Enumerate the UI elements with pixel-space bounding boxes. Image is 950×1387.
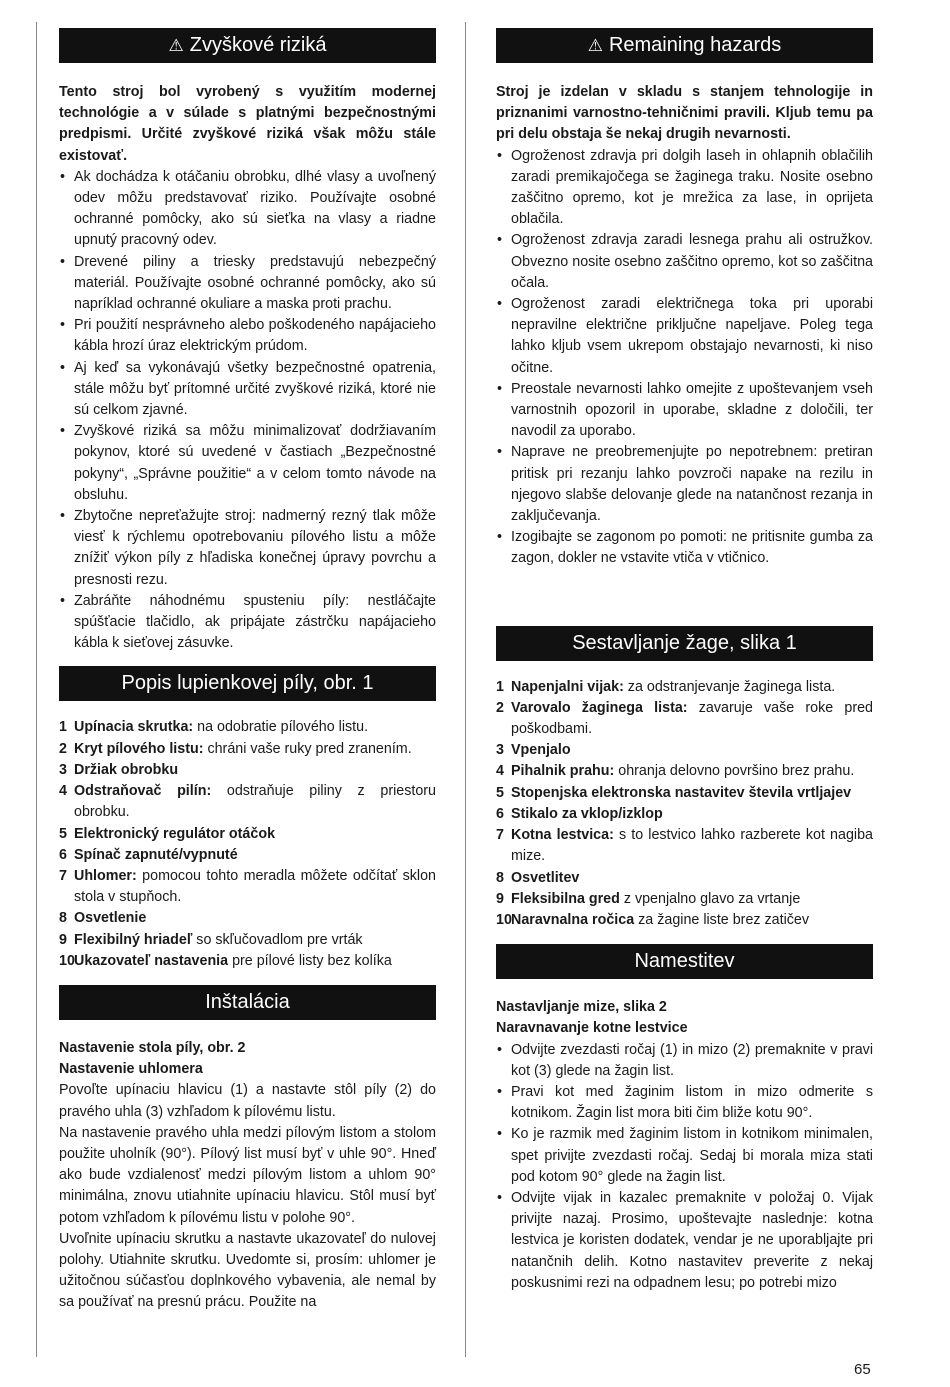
list-item: • Ogroženost zdravja zaradi lesnega prahu ali ostružkov. Obvezno nosite osebno zaščitno opremo, kot so zaščitna očala. [497,232,873,291]
section-title: Remaining hazards [608,34,782,56]
subheading: Nastavenie stola píly, obr. 2 [59,1039,246,1056]
list-item: • Odvijte zvezdasti ročaj (1) in mizo (2) premaknite v pravi kot (3) glede na žagin list. [497,1041,873,1079]
section-header-install-sl [496,944,873,979]
left-margin-rule [36,22,37,1357]
list-item: • Ogroženost zaradi električnega toka pri uporabi nepravilne električne priključne napeljave. Poleg tega lahko kljub vsem ukrepom obstajajo nevarnosti, ki niso očitne. [497,296,873,376]
page-number: 65 [854,1361,871,1378]
section-title: Namestitev [634,950,735,973]
center-divider [465,22,466,1357]
list-item: • Odvijte vijak in kazalec premaknite v položaj 0. Vijak privijte nazaj. Prosimo, upoštevajte naslednje: kotna lestvica je koristen dodatek, vendar je ne uporabljajte pri natančnih delih. Kotno nastavitev preverite z nekaj poskusnimi rezi na odpadnem lesu; po potrebi mizo [497,1189,873,1291]
section-title: Zvyškové riziká [189,34,327,56]
list-item: • Pravi kot med žaginim listom in mizo odmerite s kotnikom. Žagin list mora biti čim bliže kotu 90°. [497,1083,873,1122]
list-item: • Aj keď sa vykonávajú všetky bezpečnostné opatrenia, stále môžu byť prítomné určité zvyškové riziká, ktoré nie sú celkom zjavné. [60,359,436,419]
list-item: 4 Odstraňovač pilín: odstraňuje piliny z priestoru obrobku. [59,783,436,821]
list-item: 3 Držiak obrobku [59,761,179,778]
section-title: Popis lupienkovej píly, obr. 1 [121,672,374,695]
list-item: 2 Varovalo žaginega lista: zavaruje vaše roke pred poškodbami. [496,699,873,738]
section-header-risks-sl [496,28,873,63]
list-item: • Pri použití nesprávneho alebo poškodeného napájacieho kábla hrozí úraz elektrickým prúdom. [60,317,436,355]
subheading: Nastavljanje mize, slika 2 [496,999,667,1016]
paragraph: Uvoľnite upínaciu skrutku a nastavte ukazovateľ do nulovej polohy. Utiahnite skrutku. Uvedomte si, prosím: uhlomer je užitočnou súčasťou doplnkového vybavenia, ale nemal by sa používať na presnú prácu. Použite na [59,1230,436,1311]
list-item: 9 Flexibilný hriadeľ so skľučovadlom pre vrták [59,931,363,948]
list-item: 8 Osvetlitev [496,869,580,886]
list-item: 5 Stopenjska elektronska nastavitev števila vrtljajev [496,784,852,801]
section-title: Inštalácia [205,990,290,1013]
section-header-description-sl [496,626,873,661]
list-item: 1 Napenjalni vijak: za odstranjevanje žaginega lista. [496,678,836,695]
list-item: • Izogibajte se zagonom po pomoti: ne pritisnite gumba za zagon, dokler ne vstavite vtiča v vtičnico. [497,529,873,567]
list-item: 5 Elektronický regulátor otáčok [59,825,276,842]
warning-triangle-icon: ⚠ [168,36,184,55]
parts-list [496,677,873,931]
list-item: 7 Uhlomer: pomocou tohto meradla môžete odčítať sklon stola v stupňoch. [59,867,436,906]
subheading: Nastavenie uhlomera [59,1061,203,1078]
section-header-install-sk [59,985,436,1020]
risks-bullet-list [59,167,436,655]
install-bullet-list [496,1040,873,1294]
risks-bullet-list [496,146,873,570]
list-item: 6 Spínač zapnuté/vypnuté [59,846,238,863]
list-item: • Naprave ne preobremenjujte po nepotrebnem: pretiran pritisk pri rezanju lahko povzroči napake na rezilu in njegovo slabše delovanje glede na natančnost rezanja in zaključevanja. [497,444,873,525]
list-item: • Zbytočne nepreťažujte stroj: nadmerný rezný tlak môže viesť k rýchlemu opotrebovaniu pílového listu a môže znížiť výkon píly z hľadiska konečnej úpravy povrchu a presnosti rezu. [60,508,436,588]
list-item: • Ak dochádza k otáčaniu obrobku, dlhé vlasy a uvoľnený odev môžu predstavovať riziko. Používajte osobné ochranné pomôcky, ako sú sieťka na vlasy a riadne upnutý pracovný odev. [60,168,436,249]
list-item: 8 Osvetlenie [59,910,147,927]
subheading: Naravnavanje kotne lestvice [496,1020,688,1037]
list-item: • Ko je razmik med žaginim listom in kotnikom minimalen, spet privijte zvezdasti ročaj. Sedaj bi morala miza stati pod kotom 90° glede na žagin list. [497,1126,873,1185]
list-item: • Ogroženost zdravja pri dolgih laseh in ohlapnih oblačilih zaradi premikajočega se žaginega traku. Nosite osebno zaščitno opremo, kot je mrežica za lase, in oprijeta oblačila. [497,147,873,228]
section-header-description-sk [59,666,436,701]
left-column [59,28,436,1314]
list-item: 2 Kryt pílového listu: chráni vaše ruky pred zranením. [59,740,412,757]
list-item: 4 Pihalnik prahu: ohranja delovno površino brez prahu. [496,763,855,780]
list-item: • Zvyškové riziká sa môžu minimalizovať dodržiavaním pokynov, ktoré sú uvedené v častiach „Bezpečnostné pokyny“, „Správne použitie“ a v celom tomto návode na obsluhu. [60,423,436,503]
list-item: 3 Vpenjalo [496,742,571,759]
right-column [496,28,873,1294]
list-item: • Zabráňte náhodnému spusteniu píly: nestláčajte spúšťacie tlačidlo, ak pripájate zástrčku napájacieho kábla k sieťovej zásuvke. [60,592,436,652]
list-item: 10 Naravnalna ročica za žagine liste brez zatičev [496,911,810,928]
list-item: 10 Ukazovateľ nastavenia pre pílové listy bez kolíka [59,952,392,969]
list-item: 7 Kotna lestvica: s to lestvico lahko razberete kot nagiba mize. [496,827,873,865]
list-item: • Preostale nevarnosti lahko omejite z upoštevanjem vseh varnostnih opozoril in uporabe, skladne z določili, ter navodil za uporabo. [497,380,873,440]
section-title: Sestavljanje žage, slika 1 [572,631,797,654]
risks-intro: Stroj je izdelan v skladu s stanjem tehnologije in priznanimi varnostno-tehničnimi pravili. Kljub temu pa pri delu obstaja še nekaj drugih nevarnosti. [496,84,873,143]
list-item: • Drevené piliny a triesky predstavujú nebezpečný materiál. Používajte osobné ochranné pomôcky, ako sú napríklad ochranné okuliare a maska proti prachu. [60,253,436,313]
warning-triangle-icon: ⚠ [587,36,603,55]
list-item: 1 Upínacia skrutka: na odobratie pílového listu. [59,719,369,736]
paragraph: Povoľte upínaciu hlavicu (1) a nastavte stôl píly (2) do pravého uhla (3) vzhľadom k pílovému listu. [59,1082,436,1120]
risks-intro: Tento stroj bol vyrobený s využitím modernej technológie a v súlade s platnými bezpečnostnými predpismi. Určité zvyškové riziká však môžu stále existovať. [59,84,436,164]
parts-list [59,717,436,971]
list-item: 9 Fleksibilna gred z vpenjalno glavo za vrtanje [496,890,801,907]
section-header-risks-sk [59,28,436,63]
list-item: 6 Stikalo za vklop/izklop [496,805,663,822]
paragraph: Na nastavenie pravého uhla medzi pílovým listom a stolom použite uholník (90°). Pílový list musí byť v uhle 90°. Hneď ako bude vzdialenosť medzi pílovým listom a uhlom 90° minimálna, znovu utiahnite upínaciu hlavicu. Stôl musí byť potom vzhľadom k pílovému listu v polohe 90°. [59,1124,436,1226]
